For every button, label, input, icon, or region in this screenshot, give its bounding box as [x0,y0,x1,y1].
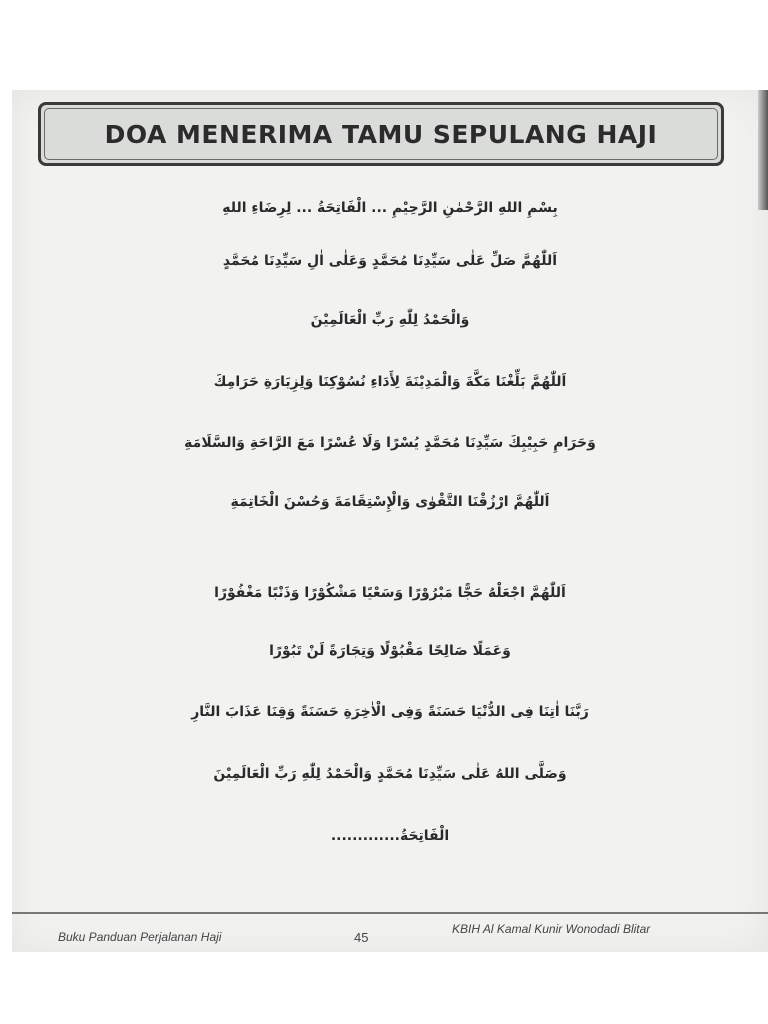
prayer-line-10: وَصَلَّى اللهُ عَلٰى سَيِّدِنَا مُحَمَّدٍ وَالْحَمْدُ لِلّٰهِ رَبِّ الْعَالَمِيْنَ [213,766,567,782]
title-box [38,102,724,166]
footer-divider [12,912,768,914]
prayer-line-3: وَالْحَمْدُ لِلّٰهِ رَبِّ الْعَالَمِيْنَ [310,312,470,328]
footer-book-title: Buku Panduan Perjalanan Haji [58,930,222,944]
prayer-line-9: رَبَّنَا اٰتِنَا فِى الدُّنْيَا حَسَنَةً وَفِى الْاٰخِرَةِ حَسَنَةً وَقِنَا عَذَابَ النَّارِ [191,704,589,720]
prayer-line-8: وَعَمَلًا صَالِحًا مَقْبُوْلًا وَتِجَارَةً لَنْ تَبُوْرًا [269,643,511,659]
prayer-line-1: بِسْمِ اللهِ الرَّحْمٰنِ الرَّحِيْمِ ... الْفَاتِحَةُ ... لِرِضَاءِ اللهِ [222,200,558,216]
prayer-line-4: اَللّٰهُمَّ بَلِّغْنَا مَكَّةَ وَالْمَدِيْنَةَ لِأَدَاءِ نُسُوْكِنَا وَلِزِيَارَةِ حَرَامِكَ [213,374,567,390]
prayer-line-2: اَللّٰهُمَّ صَلِّ عَلٰى سَيِّدِنَا مُحَمَّدٍ وَعَلٰى اٰلِ سَيِّدِنَا مُحَمَّدٍ [222,253,558,269]
page-edge-shadow [758,90,768,210]
prayer-line-6: اَللّٰهُمَّ ارْزُقْنَا التَّقْوٰى وَالْإِسْتِقَامَةَ وَحُسْنَ الْخَاتِمَةِ [230,494,550,510]
prayer-line-11: الْفَاتِحَةُ............. [330,828,450,844]
prayer-line-5: وَحَرَامِ حَبِيْبِكَ سَيِّدِنَا مُحَمَّدٍ يُسْرًا وَلَا عُسْرًا مَعَ الرَّاحَةِ وَالسَّلَامَةِ [184,435,596,451]
page-title: DOA MENERIMA TAMU SEPULANG HAJI [104,119,658,149]
book-page [12,90,768,952]
prayer-line-7: اَللّٰهُمَّ اجْعَلْهُ حَجًّا مَبْرُوْرًا وَسَعْيًا مَشْكُوْرًا وَذَنْبًا مَغْفُوْرًا [214,585,566,601]
page-number: 45 [354,930,369,945]
footer-publisher: KBIH Al Kamal Kunir Wonodadi Blitar [452,922,651,936]
